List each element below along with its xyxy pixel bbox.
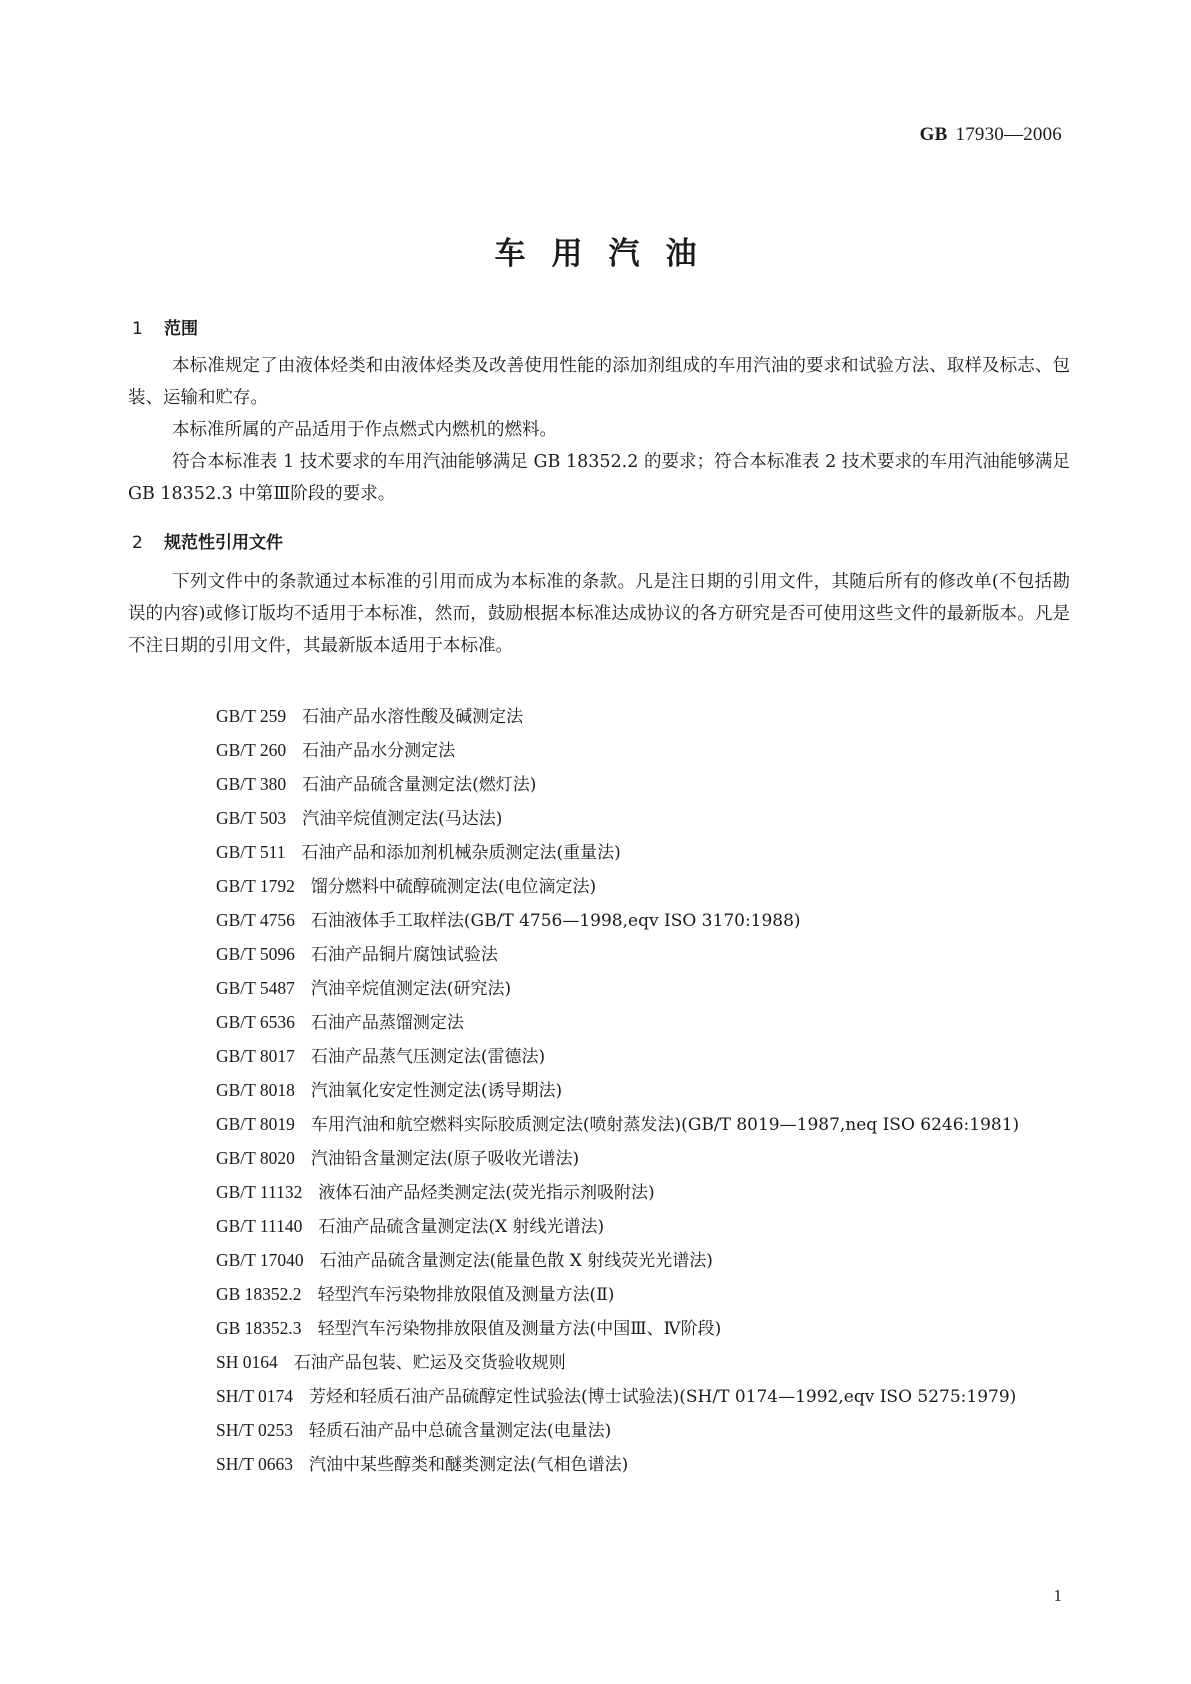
section-2-paragraph-1: 下列文件中的条款通过本标准的引用而成为本标准的条款。凡是注日期的引用文件，其随后所有的修改单(不包括勘误的内容)或修订版均不适用于本标准，然而，鼓励根据本标准达成协议的各方研究是否可使用这些文件的最新版本。凡是不注日期的引用文件，其最新版本适用于本标准。 xyxy=(128,572,1070,656)
reference-item xyxy=(128,904,1070,938)
reference-code: GB/T 260 xyxy=(216,740,287,760)
reference-title: 汽油辛烷值测定法(研究法) xyxy=(310,979,512,999)
reference-item xyxy=(128,870,1070,904)
reference-list xyxy=(128,700,1070,1482)
reference-code: GB/T 8017 xyxy=(216,1046,295,1066)
reference-title: 汽油中某些醇类和醚类测定法(气相色谱法) xyxy=(308,1455,629,1475)
reference-code: SH 0164 xyxy=(216,1352,278,1372)
reference-item xyxy=(128,1040,1070,1074)
section-2-heading xyxy=(132,528,283,553)
section-title: 范围 xyxy=(164,319,198,339)
reference-title: 石油产品水溶性酸及碱测定法 xyxy=(302,707,524,727)
section-1-heading xyxy=(132,314,198,339)
reference-item xyxy=(128,700,1070,734)
reference-title: 石油产品硫含量测定法(X 射线光谱法) xyxy=(318,1217,605,1237)
standard-code xyxy=(920,124,1062,146)
reference-title: 石油产品包装、贮运及交货验收规则 xyxy=(293,1353,566,1373)
reference-code: GB/T 259 xyxy=(216,706,287,726)
reference-code: GB/T 1792 xyxy=(216,876,295,896)
reference-title: 芳烃和轻质石油产品硫醇定性试验法(博士试验法)(SH/T 0174—1992,eqv ISO 5275:1979) xyxy=(308,1387,1017,1407)
reference-code: GB/T 8019 xyxy=(216,1114,295,1134)
reference-item xyxy=(128,1414,1070,1448)
reference-code: GB/T 8020 xyxy=(216,1148,295,1168)
reference-title: 石油产品硫含量测定法(燃灯法) xyxy=(302,775,537,795)
reference-item xyxy=(128,1448,1070,1482)
reference-title: 汽油铅含量测定法(原子吸收光谱法) xyxy=(310,1149,580,1169)
standard-prefix: GB xyxy=(919,124,948,145)
reference-item xyxy=(128,802,1070,836)
reference-code: GB/T 503 xyxy=(216,808,287,828)
reference-item xyxy=(128,1278,1070,1312)
reference-code: GB/T 8018 xyxy=(216,1080,295,1100)
reference-code: SH/T 0663 xyxy=(216,1454,293,1474)
reference-title: 轻质石油产品中总硫含量测定法(电量法) xyxy=(308,1421,612,1441)
section-title: 规范性引用文件 xyxy=(164,533,283,553)
reference-item xyxy=(128,768,1070,802)
reference-code: GB/T 11140 xyxy=(216,1216,303,1236)
reference-code: GB/T 380 xyxy=(216,774,287,794)
reference-title: 石油产品蒸气压测定法(雷德法) xyxy=(310,1047,546,1067)
section-number: 2 xyxy=(132,533,143,553)
reference-title: 汽油氧化安定性测定法(诱导期法) xyxy=(310,1081,563,1101)
reference-title: 轻型汽车污染物排放限值及测量方法(中国Ⅲ、Ⅳ阶段) xyxy=(317,1319,722,1339)
reference-code: SH/T 0253 xyxy=(216,1420,293,1440)
reference-item xyxy=(128,1006,1070,1040)
reference-code: GB 18352.3 xyxy=(216,1318,302,1338)
reference-title: 轻型汽车污染物排放限值及测量方法(Ⅱ) xyxy=(317,1285,615,1305)
reference-title: 石油产品水分测定法 xyxy=(302,741,456,761)
reference-code: GB/T 4756 xyxy=(216,910,295,930)
reference-item xyxy=(128,1210,1070,1244)
section-1-paragraph-3: 符合本标准表 1 技术要求的车用汽油能够满足 GB 18352.2 的要求；符合本标准表 2 技术要求的车用汽油能够满足 GB 18352.3 中第Ⅲ阶段的要求。 xyxy=(128,452,1070,504)
reference-item xyxy=(128,1108,1070,1142)
section-1-paragraph-1: 本标准规定了由液体烃类和由液体烃类及改善使用性能的添加剂组成的车用汽油的要求和试验方法、取样及标志、包装、运输和贮存。 xyxy=(128,356,1070,408)
reference-item xyxy=(128,734,1070,768)
reference-title: 石油产品硫含量测定法(能量色散 X 射线荧光光谱法) xyxy=(319,1251,713,1271)
reference-title: 汽油辛烷值测定法(马达法) xyxy=(302,809,503,829)
reference-item xyxy=(128,1244,1070,1278)
reference-code: GB/T 17040 xyxy=(216,1250,304,1270)
reference-item xyxy=(128,1346,1070,1380)
reference-item xyxy=(128,938,1070,972)
reference-title: 车用汽油和航空燃料实际胶质测定法(喷射蒸发法)(GB/T 8019—1987,neq ISO 6246:1981) xyxy=(310,1115,1020,1135)
reference-item xyxy=(128,836,1070,870)
reference-title: 馏分燃料中硫醇硫测定法(电位滴定法) xyxy=(310,877,597,897)
reference-item xyxy=(128,1312,1070,1346)
reference-item xyxy=(128,1380,1070,1414)
document-title: 车用汽油 xyxy=(494,236,723,272)
reference-item xyxy=(128,1176,1070,1210)
reference-item xyxy=(128,972,1070,1006)
reference-code: GB/T 511 xyxy=(216,842,286,862)
reference-item xyxy=(128,1142,1070,1176)
page-number: 1 xyxy=(1053,1586,1062,1605)
reference-code: GB/T 5096 xyxy=(216,944,295,964)
reference-code: GB/T 11132 xyxy=(216,1182,303,1202)
standard-number: 17930—2006 xyxy=(955,124,1062,145)
section-1-paragraph-2: 本标准所属的产品适用于作点燃式内燃机的燃料。 xyxy=(172,420,557,440)
reference-title: 石油产品和添加剂机械杂质测定法(重量法) xyxy=(301,843,621,863)
reference-title: 石油产品蒸馏测定法 xyxy=(310,1013,464,1033)
section-number: 1 xyxy=(132,319,143,339)
reference-code: GB/T 6536 xyxy=(216,1012,295,1032)
reference-code: SH/T 0174 xyxy=(216,1386,293,1406)
reference-code: GB 18352.2 xyxy=(216,1284,302,1304)
reference-title: 石油产品铜片腐蚀试验法 xyxy=(310,945,498,965)
reference-title: 液体石油产品烃类测定法(荧光指示剂吸附法) xyxy=(318,1183,655,1203)
reference-title: 石油液体手工取样法(GB/T 4756—1998,eqv ISO 3170:1988) xyxy=(310,911,801,931)
reference-item xyxy=(128,1074,1070,1108)
reference-code: GB/T 5487 xyxy=(216,978,295,998)
